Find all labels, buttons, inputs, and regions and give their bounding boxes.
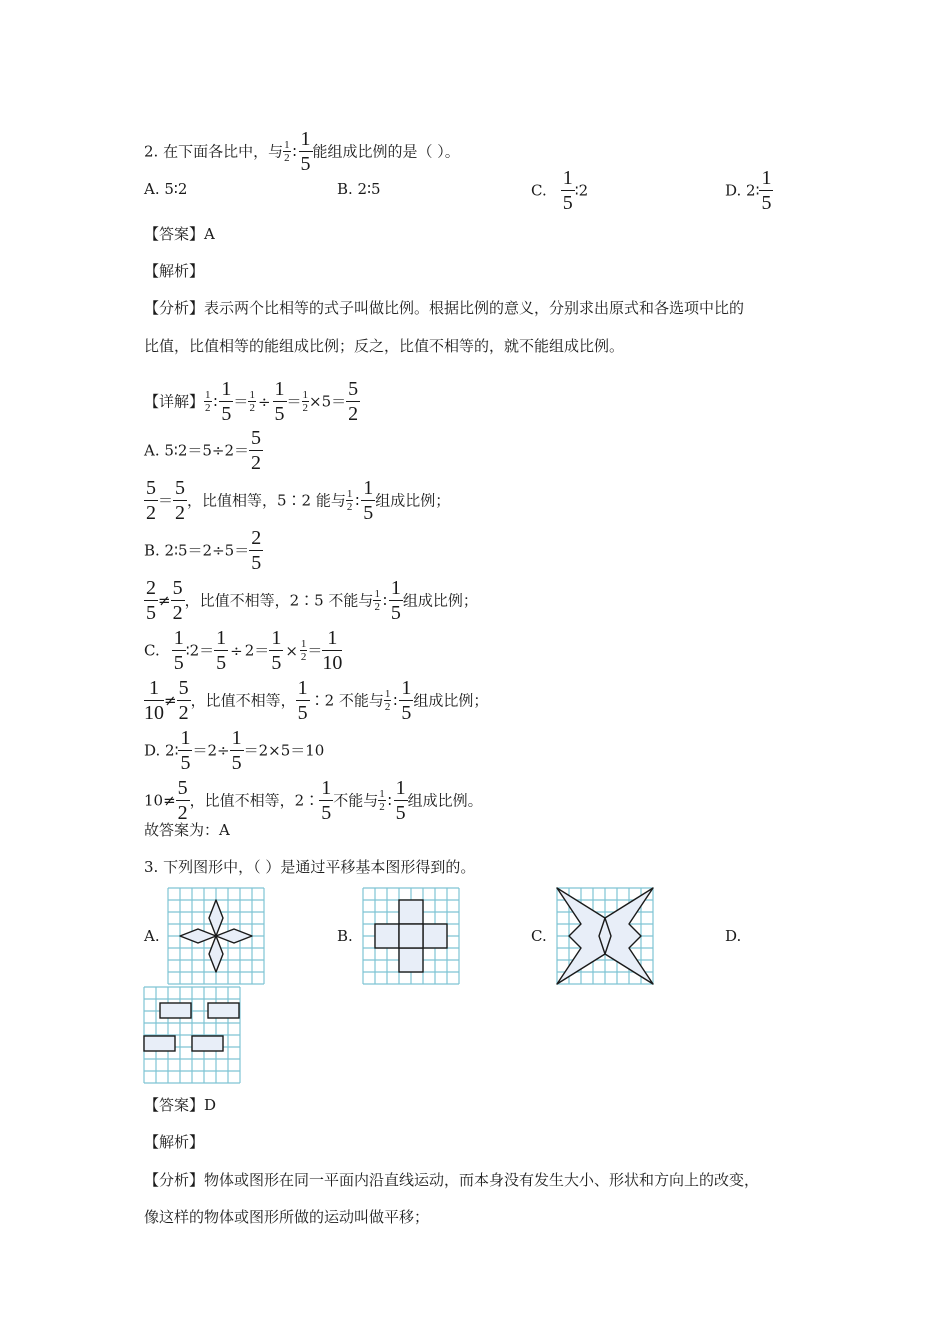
q2-option-c: C. $\frac{1}{5}$ ∶2 xyxy=(531,167,589,214)
q3-figure-b xyxy=(362,887,460,985)
frac-one-fifth: $\frac{1}{5}$ xyxy=(300,128,311,175)
q2-detail-a-1: A. 5∶2＝5÷2＝ $\frac{5}{2}$ xyxy=(144,427,262,474)
q2-option-b: B. 2∶5 xyxy=(337,180,381,198)
q3-option-c-label: C. xyxy=(531,927,547,945)
q3-jiexi-label: 【解析】 xyxy=(144,1133,205,1151)
q3-stem: 3. 下列图形中，（ ）是通过平移基本图形得到的。 xyxy=(144,858,476,876)
frac-one-fifth: $\frac{1}{5}$ xyxy=(562,167,573,214)
q2-stem-text: 2. 在下面各比中，与 xyxy=(144,142,284,161)
frac-one-fifth: $\frac{1}{5}$ xyxy=(761,167,772,214)
q3-answer: 【答案】D xyxy=(144,1096,217,1114)
q3-option-b-label: B. xyxy=(337,927,353,945)
frac-one-half: $\frac{1}{2}$ xyxy=(284,139,290,164)
q3-figure-d xyxy=(143,986,241,1084)
q3-figure-a xyxy=(167,887,265,985)
q3-analysis-line-1: 【分析】物体或图形在同一平面内沿直线运动，而本身没有发生大小、形状和方向上的改变， xyxy=(144,1171,760,1189)
q3-figure-c xyxy=(556,887,654,985)
q2-option-d: D. 2∶ $\frac{1}{5}$ xyxy=(725,167,772,214)
q2-stem: 2. 在下面各比中，与 $\frac{1}{2}$ ∶ $\frac{1}{5}$ 能组成比例的是（ ）。 xyxy=(144,128,460,175)
q2-detail-b-1: B. 2∶5＝2÷5＝ $\frac{2}{5}$ xyxy=(144,527,262,574)
q2-detail-d-2: 10≠ $\frac{5}{2}$ ，比值不相等，2∶ $\frac{1}{5}$ 不能与 $\frac{1}{2}$ ∶ $\frac{1}{5}$ 组成比例。 xyxy=(144,777,483,824)
q2-answer: 【答案】A xyxy=(144,225,215,243)
q2-detail-c-1: C. $\frac{1}{5}$ ∶2＝ $\frac{1}{5}$ ÷ 2＝ $\frac{1}{5}$ × $\frac{1}{2}$ ＝ $\frac{1}{10}$ xyxy=(144,627,343,674)
q2-detail-d-1: D. 2∶ $\frac{1}{5}$ ＝2÷ $\frac{1}{5}$ ＝2×5＝10 xyxy=(144,727,325,774)
q2-analysis-line-2: 比值，比值相等的能组成比例；反之，比值不相等的，就不能组成比例。 xyxy=(144,337,625,355)
q3-option-d-label: D. xyxy=(725,927,742,945)
q2-detail-b-2: $\frac{2}{5}$ ≠ $\frac{5}{2}$ ，比值不相等，2∶5 不能与 $\frac{1}{2}$ ∶ $\frac{1}{5}$ 组成比例； xyxy=(146,577,478,624)
q3-analysis-line-2: 像这样的物体或图形所做的运动叫做平移； xyxy=(144,1208,430,1226)
q2-jiexi-label: 【解析】 xyxy=(144,262,205,280)
q2-final-answer: 故答案为：A xyxy=(144,821,230,839)
q2-analysis-line-1: 【分析】表示两个比相等的式子叫做比例。根据比例的意义，分别求出原式和各选项中比的 xyxy=(144,299,745,317)
q2-detail-line: 【详解】 $\frac{1}{2}$ ∶ $\frac{1}{5}$ ＝ $\frac{1}{2}$ ÷ $\frac{1}{5}$ ＝ $\frac{1}{2}$ ×5＝ $\frac{5}{2}$ xyxy=(144,378,359,425)
q3-option-a-label: A. xyxy=(144,927,160,945)
q2-detail-c-2: $\frac{1}{10}$ ≠ $\frac{5}{2}$ ，比值不相等， $\frac{1}{5}$ ∶2 不能与 $\frac{1}{2}$ ∶ $\frac{1}{5}$ 组成比例； xyxy=(144,677,489,724)
q2-option-a: A. 5∶2 xyxy=(144,180,188,198)
q2-detail-a-2: $\frac{5}{2}$ ＝ $\frac{5}{2}$ ，比值相等，5∶2 能与 $\frac{1}{2}$ ∶ $\frac{1}{5}$ 组成比例； xyxy=(146,477,451,524)
